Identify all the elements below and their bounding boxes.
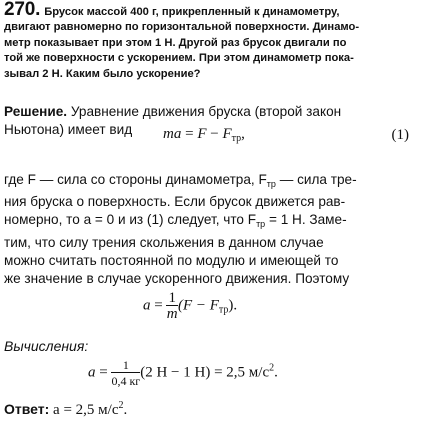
subscript-tr: тр — [266, 179, 276, 189]
eq1-equals: = — [181, 126, 198, 142]
eq1-comma: , — [241, 126, 245, 142]
solution-line: где F — сила со стороны динамометра, F — [4, 172, 267, 187]
solution-line: Ньютона) имеет вид — [4, 122, 133, 138]
calc-end: . — [274, 364, 278, 381]
eq2-denominator: m — [166, 306, 178, 322]
equation-number: (1) — [391, 127, 409, 143]
eq2-numerator: 1 — [168, 290, 176, 306]
solution-line: Уравнение движения бруска (второй закон — [67, 104, 342, 119]
eq2-equals: = — [150, 297, 167, 314]
solution-line-tail: — сила тре- — [275, 172, 357, 187]
problem-statement — [4, 2, 422, 82]
calc-lhs: a — [88, 364, 96, 381]
eq2-subscript: тр — [218, 304, 229, 316]
eq2-bracket: (F − F — [177, 297, 219, 314]
calculation-label: Вычисления: — [4, 338, 89, 354]
answer-end: . — [123, 402, 128, 418]
answer-label: Ответ: — [4, 401, 50, 417]
problem-number: 270. — [4, 0, 41, 20]
eq1-subscript: тр — [231, 133, 242, 144]
solution-line: тим, что силу трения скольжения в данном случае — [4, 234, 324, 250]
problem-line: зывал 2 Н. Каким было ускорение? — [4, 67, 201, 80]
calc-equals: = — [95, 364, 112, 381]
answer-superscript: 2 — [118, 400, 124, 411]
eq2-end: ). — [228, 297, 238, 314]
eq1-friction: F — [222, 126, 232, 142]
solution-line-tail: = 1 Н. Заме- — [265, 212, 347, 228]
problem-line: метр показывает при этом 1 Н. Другой раз брусок двигали по — [4, 36, 347, 49]
calc-numerator: 1 — [111, 358, 140, 373]
calc-denominator: 0,4 кг — [111, 374, 141, 388]
calc-result: (2 Н − 1 Н) = 2,5 м/с — [140, 364, 270, 381]
calc-superscript: 2 — [269, 362, 275, 374]
answer — [4, 400, 127, 419]
eq1-lhs: ma — [163, 126, 182, 142]
subscript-tr: тр — [256, 219, 266, 230]
calc-fraction — [111, 358, 140, 388]
equation-1 — [163, 126, 245, 144]
eq1-force: F — [197, 126, 207, 142]
problem-line: двигают равномерно по горизонтальной поверхности. Динамо- — [4, 21, 360, 34]
solution-line: номерно, то a = 0 и из (1) следует, что F — [4, 212, 257, 228]
solution-body — [4, 171, 424, 288]
problem-line: Брусок массой 400 г, прикрепленный к динамометру, — [44, 6, 340, 18]
eq2-fraction — [166, 291, 178, 321]
solution-line: можно считать постоянной по модулю и имеющей то — [4, 252, 339, 268]
answer-text: a = 2,5 м/с — [49, 402, 119, 418]
solution-heading: Решение. — [4, 104, 68, 119]
solution-line: же значение в случае ускоренного движения. Поэтому — [4, 271, 350, 287]
equation-2 — [143, 291, 237, 321]
eq2-lhs: a — [143, 297, 151, 314]
problem-line: той же поверхности с ускорением. При этом динамометр пока- — [4, 52, 354, 65]
calculation-equation — [88, 358, 278, 388]
solution-line: ния бруска о поверхность. Если брусок движется рав- — [4, 194, 346, 210]
eq1-minus: − — [206, 126, 223, 142]
